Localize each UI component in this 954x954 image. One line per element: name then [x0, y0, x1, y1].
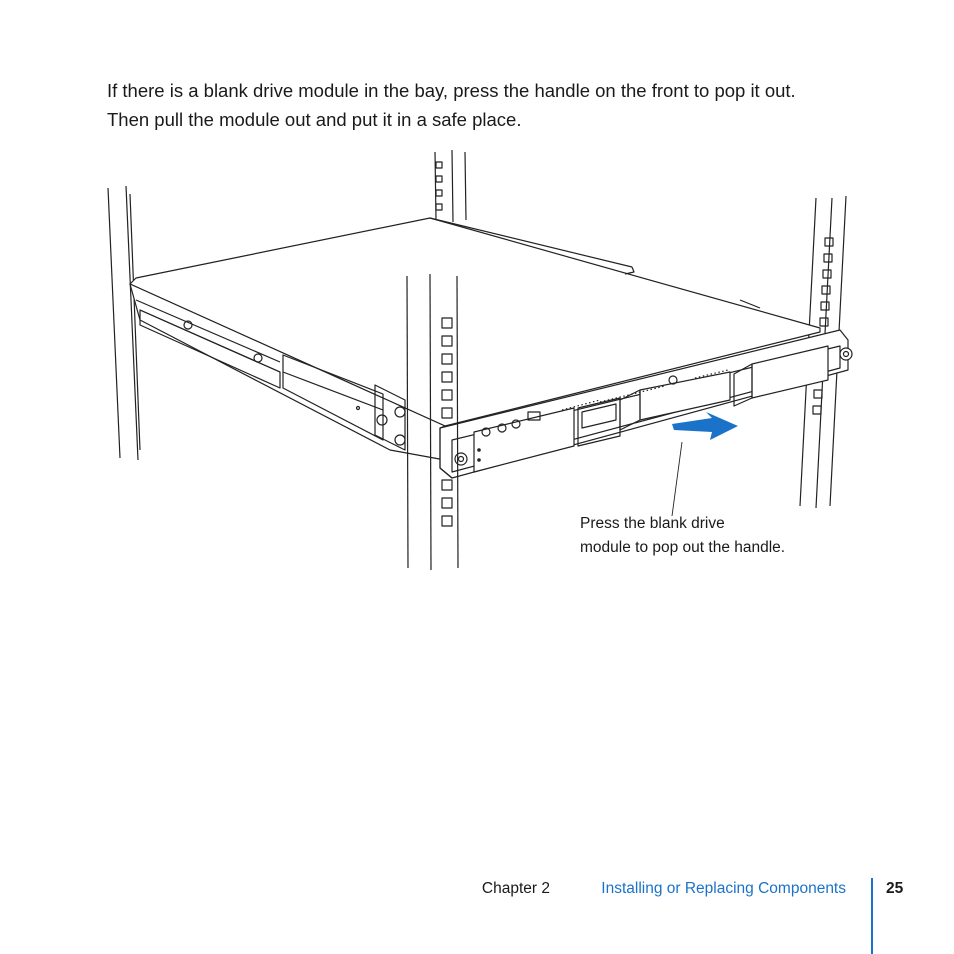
- body-line-1: If there is a blank drive module in the bay, press the handle on the front to pop it out.: [107, 80, 796, 101]
- rack-post-back-center: [435, 150, 466, 222]
- callout-leader-line: [672, 442, 682, 516]
- rack-post-back-left: [108, 186, 140, 460]
- body-paragraph: [107, 76, 907, 134]
- footer-divider: [871, 878, 873, 954]
- page-footer: [0, 878, 954, 908]
- callout-line-1: Press the blank drive: [580, 515, 725, 532]
- server-chassis: [130, 218, 852, 478]
- callout-line-2: module to pop out the handle.: [580, 539, 786, 556]
- pull-direction-arrow: [672, 412, 738, 440]
- page-number: 25: [886, 880, 904, 897]
- figure-callout: [580, 512, 880, 560]
- body-line-2: Then pull the module out and put it in a safe place.: [107, 109, 522, 130]
- footer-chapter-title: Installing or Replacing Components: [601, 880, 846, 897]
- footer-chapter: Chapter 2: [481, 880, 550, 897]
